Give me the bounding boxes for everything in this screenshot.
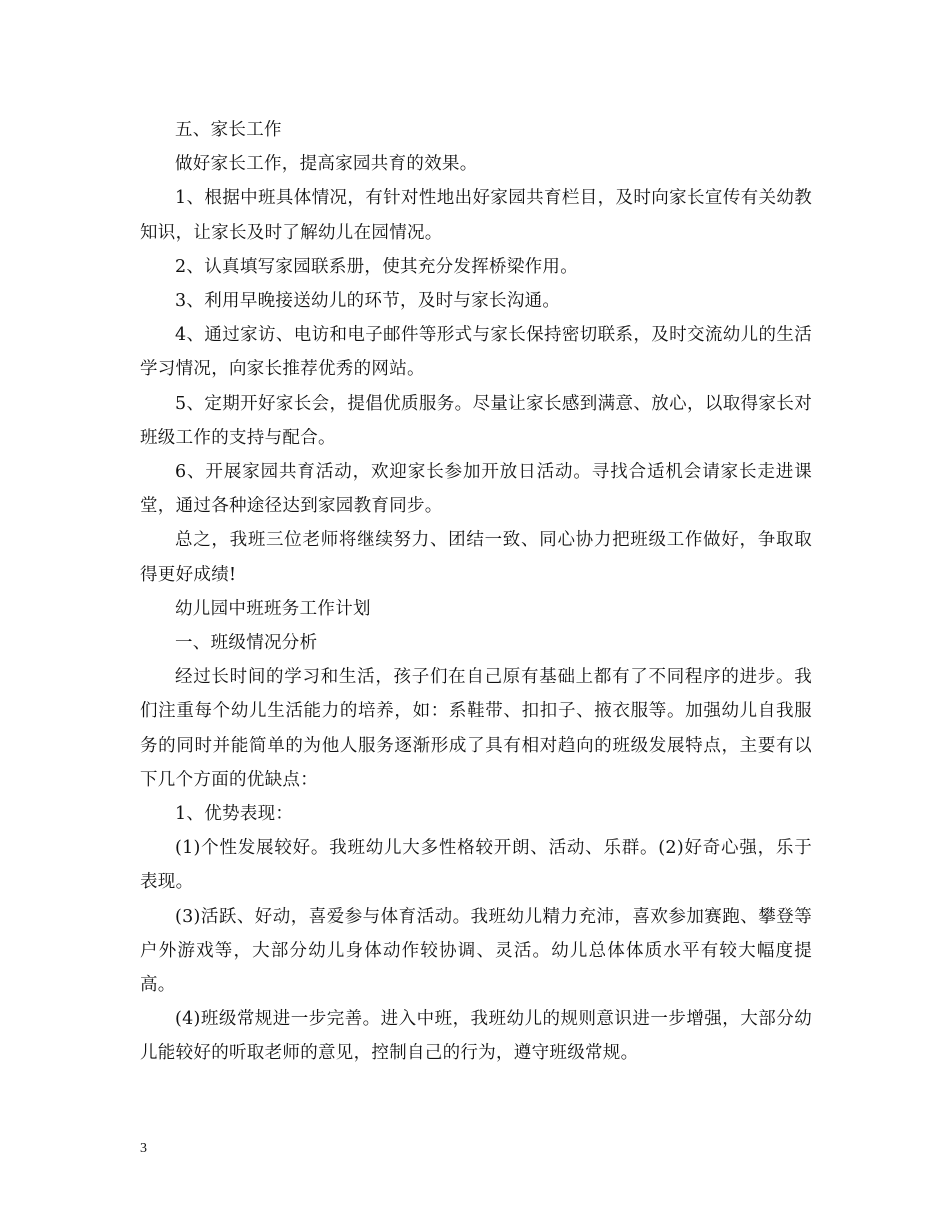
list-item: 1、根据中班具体情况，有针对性地出好家园共育栏目，及时向家长宣传有关幼教知识，让家长及时了解幼儿在园情况。 — [140, 188, 812, 243]
document-body — [140, 113, 812, 1071]
list-item: (1)个性发展较好。我班幼儿大多性格较开朗、活动、乐群。(2)好奇心强，乐于表现。 — [140, 838, 812, 893]
subsection-heading: 1、优势表现： — [175, 804, 294, 825]
list-item: 6、开展家园共育活动，欢迎家长参加开放日活动。寻找合适机会请家长走进课堂，通过各种途径达到家园教育同步。 — [140, 462, 812, 517]
paragraph: 总之，我班三位老师将继续努力、团结一致、同心协力把班级工作做好，争取取得更好成绩! — [140, 530, 812, 585]
list-item: 4、通过家访、电访和电子邮件等形式与家长保持密切联系，及时交流幼儿的生活学习情况，向家长推荐优秀的网站。 — [140, 325, 812, 380]
list-item: 5、定期开好家长会，提倡优质服务。尽量让家长感到满意、放心，以取得家长对班级工作的支持与配合。 — [140, 393, 812, 448]
paragraph: 做好家长工作，提高家园共育的效果。 — [175, 154, 478, 175]
section-heading-parent-work: 五、家长工作 — [175, 120, 282, 140]
list-item: 2、认真填写家园联系册，使其充分发挥桥梁作用。 — [175, 256, 579, 277]
document-title: 幼儿园中班班务工作计划 — [175, 598, 371, 619]
section-heading-class-analysis: 一、班级情况分析 — [175, 633, 318, 654]
page-number: 3 — [140, 1141, 147, 1156]
list-item: (4)班级常规进一步完善。进入中班，我班幼儿的规则意识进一步增强，大部分幼儿能较好的听取老师的意见，控制自己的行为，遵守班级常规。 — [140, 1009, 812, 1064]
list-item: 3、利用早晚接送幼儿的环节，及时与家长沟通。 — [175, 291, 561, 312]
list-item: (3)活跃、好动，喜爱参与体育活动。我班幼儿精力充沛，喜欢参加赛跑、攀登等户外游戏等，大部分幼儿身体动作较协调、灵活。幼儿总体体质水平有较大幅度提高。 — [140, 906, 812, 996]
paragraph: 经过长时间的学习和生活，孩子们在自己原有基础上都有了不同程序的进步。我们注重每个幼儿生活能力的培养，如：系鞋带、扣扣子、掖衣服等。加强幼儿自我服务的同时并能简单的为他人服务逐渐形成了具有相对趋向的班级发展特点，主要有以下几个方面的优缺点： — [140, 667, 812, 790]
